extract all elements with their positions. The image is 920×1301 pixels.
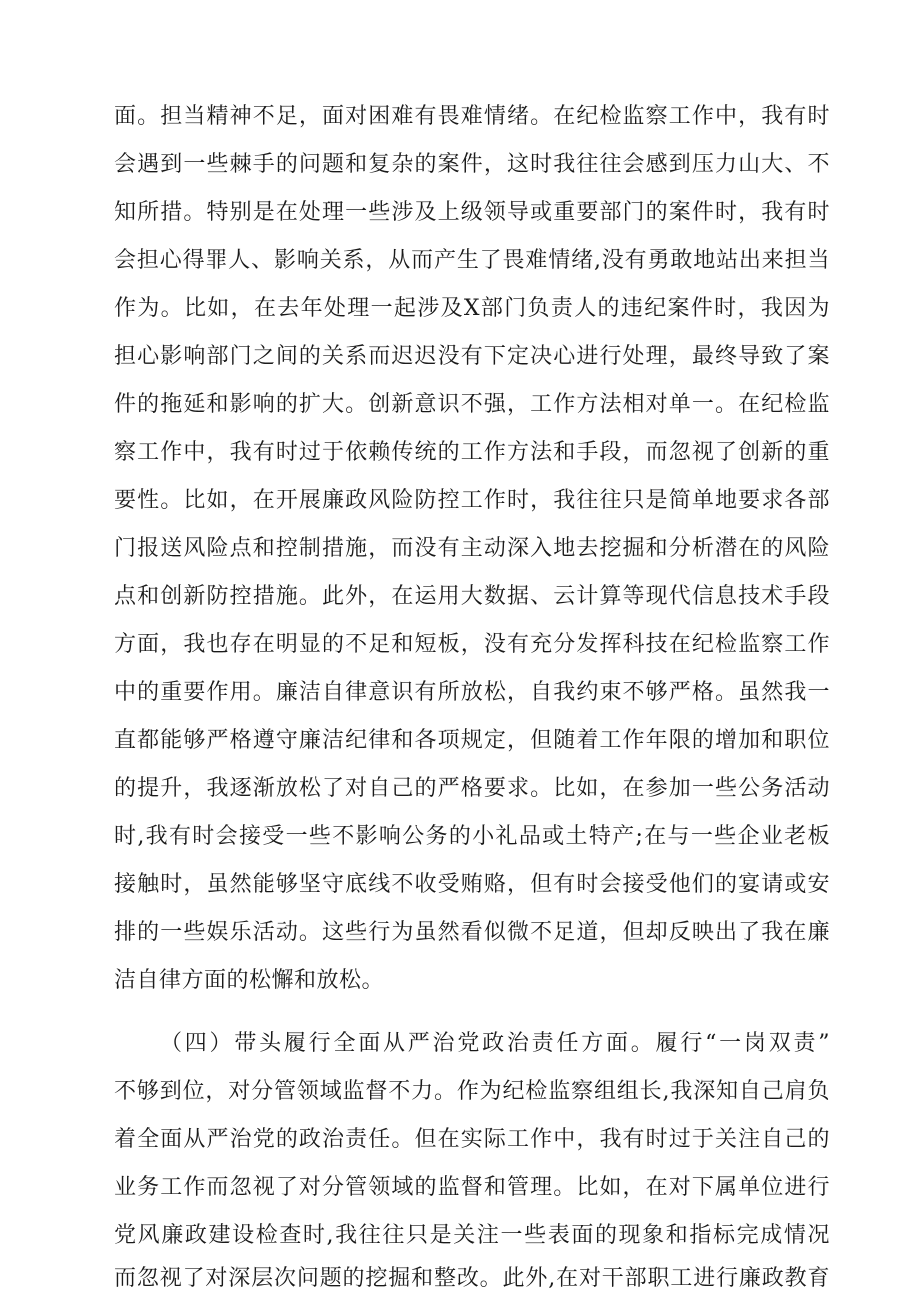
text-line-7: 件的拖延和影响的扩大。创新意识不强，工作方法相对单一。在纪检监 — [114, 392, 830, 417]
text-line-23: 业务工作而忽视了对分管领域的监督和管理。比如，在对下属单位进行 — [114, 1175, 830, 1200]
text-line-5: 作为。比如，在去年处理一起涉及X部门负责人的违纪案件时，我因为 — [114, 296, 830, 321]
text-line-9: 要性。比如，在开展廉政风险防控工作时，我往往只是简单地要求各部 — [114, 488, 830, 513]
text-line-6: 担心影响部门之间的关系而迟迟没有下定决心进行处理，最终导致了案 — [114, 344, 830, 369]
text-line-16: 时,我有时会接受一些不影响公务的小礼品或土特产;在与一些企业老板 — [114, 824, 830, 849]
paragraph-end-line: 洁自律方面的松懈和放松。 — [114, 968, 385, 993]
text-line-4: 会担心得罪人、影响关系，从而产生了畏难情绪,没有勇敢地站出来担当 — [114, 248, 830, 273]
text-line-18: 排的一些娱乐活动。这些行为虽然看似微不足道，但却反映出了我在廉 — [114, 920, 830, 945]
text-line-24: 党风廉政建设检查时,我往往只是关注一些表面的现象和指标完成情况 — [114, 1223, 830, 1248]
text-line-25: 而忽视了对深层次问题的挖掘和整改。此外,在对干部职工进行廉政教育 — [114, 1266, 830, 1291]
text-line-1: 面。担当精神不足，面对困难有畏难情绪。在纪检监察工作中，我有时 — [114, 104, 830, 129]
text-line-12: 方面，我也存在明显的不足和短板，没有充分发挥科技在纪检监察工作 — [114, 632, 830, 657]
text-line-10: 门报送风险点和控制措施，而没有主动深入地去挖掘和分析潜在的风险 — [114, 536, 830, 561]
section-heading-line: （四）带头履行全面从严治党政治责任方面。履行“一岗双责” — [160, 1031, 830, 1056]
text-line-21: 不够到位，对分管领域监督不力。作为纪检监察组组长,我深知自己肩负 — [114, 1079, 830, 1104]
text-line-2: 会遇到一些棘手的问题和复杂的案件，这时我往往会感到压力山大、不 — [114, 152, 830, 177]
text-line-3: 知所措。特别是在处理一些涉及上级领导或重要部门的案件时，我有时 — [114, 200, 830, 225]
text-line-17: 接触时，虽然能够坚守底线不收受贿赂，但有时会接受他们的宴请或安 — [114, 872, 830, 897]
text-line-15: 的提升，我逐渐放松了对自己的严格要求。比如，在参加一些公务活动 — [114, 776, 830, 801]
text-line-11: 点和创新防控措施。此外，在运用大数据、云计算等现代信息技术手段 — [114, 584, 830, 609]
text-line-14: 直都能够严格遵守廉洁纪律和各项规定，但随着工作年限的增加和职位 — [114, 728, 830, 753]
text-line-13: 中的重要作用。廉洁自律意识有所放松，自我约束不够严格。虽然我一 — [114, 680, 830, 705]
text-line-22: 着全面从严治党的政治责任。但在实际工作中，我有时过于关注自己的 — [114, 1127, 830, 1152]
text-line-8: 察工作中，我有时过于依赖传统的工作方法和手段，而忽视了创新的重 — [114, 440, 830, 465]
